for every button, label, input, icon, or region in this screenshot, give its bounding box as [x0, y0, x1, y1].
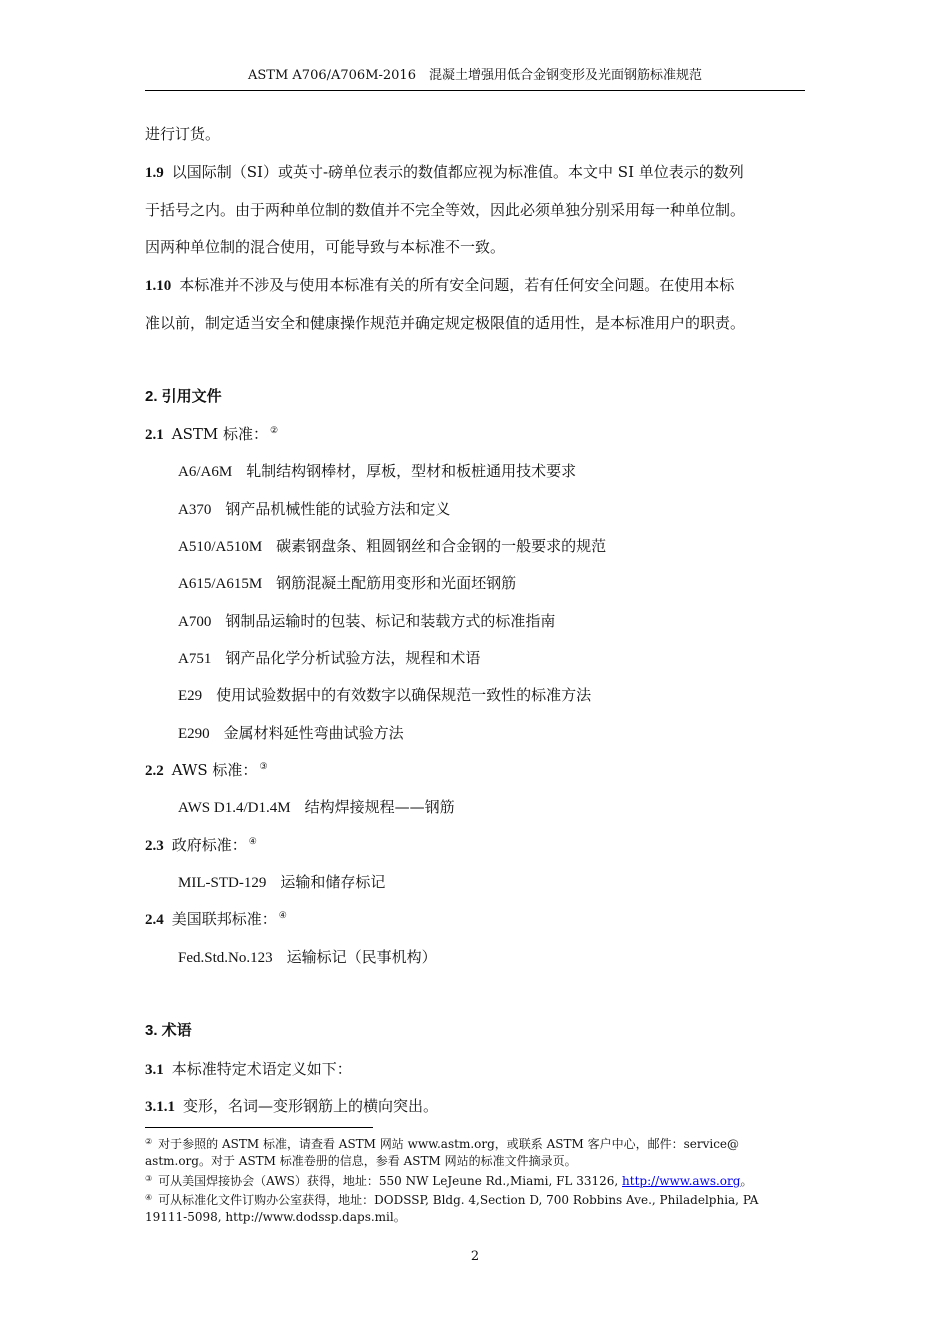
section-number: 3.1	[145, 1062, 164, 1078]
reference-item	[178, 499, 450, 520]
reference-item	[178, 648, 480, 669]
section-3-1-line	[145, 1059, 352, 1080]
section-1-9-line-2: 于括号之内。由于两种单位制的数值并不完全等效，因此必须单独分别采用每一种单位制。	[145, 201, 746, 219]
reference-item	[178, 685, 591, 706]
section-number: 1.10	[145, 278, 172, 294]
reference-title: 轧制结构钢棒材，厚板，型材和板桩通用技术要求	[246, 462, 577, 480]
reference-code: MIL-STD-129	[178, 875, 267, 891]
aws-link[interactable]: http://www.aws.org	[622, 1174, 741, 1188]
section-2-heading: 2. 引用文件	[145, 388, 222, 405]
reference-title: 结构焊接规程——钢筋	[304, 798, 455, 816]
section-label: 政府标准：	[171, 836, 247, 854]
reference-title: 运输和储存标记	[280, 873, 386, 891]
page-header	[145, 66, 805, 91]
section-1-9-line-3: 因两种单位制的混合使用，可能导致与本标准不一致。	[145, 238, 506, 256]
reference-item	[178, 797, 455, 818]
reference-code: Fed.Std.No.123	[178, 950, 273, 966]
section-number: 2.4	[145, 912, 164, 928]
reference-code: A615/A615M	[178, 576, 263, 592]
paragraph-text: 变形，名词—变形钢筋上的横向突出。	[183, 1097, 439, 1115]
reference-title: 钢产品化学分析试验方法，规程和术语	[225, 649, 481, 667]
footnote-separator	[145, 1127, 373, 1128]
page-number: 2	[470, 1249, 480, 1264]
section-label: ASTM 标准：	[171, 425, 268, 443]
section-1-10-line-1	[145, 275, 734, 296]
section-2-1-line	[145, 424, 278, 445]
section-3-heading: 3. 术语	[145, 1022, 192, 1039]
section-label: AWS 标准：	[171, 761, 258, 779]
section-label: 美国联邦标准：	[171, 910, 277, 928]
section-number: 1.9	[145, 165, 164, 181]
intro-line: 进行订货。	[145, 125, 221, 143]
footnote-text: 对于参照的 ASTM 标准，请查看 ASTM 网站 www.astm.org，或联系 ASTM 客户中心，邮件：service@	[158, 1137, 740, 1151]
footnote-3	[145, 1173, 810, 1190]
footnote-text: 19111-5098, http://www.dodssp.daps.mil。	[145, 1210, 406, 1224]
section-number: 2.2	[145, 763, 164, 779]
footnote-mark: ②	[145, 1137, 153, 1146]
section-2-4-line	[145, 909, 287, 930]
paragraph-text: 本标准并不涉及与使用本标准有关的所有安全问题，若有任何安全问题。在使用本标	[179, 276, 735, 294]
paragraph-text: 本标准特定术语定义如下：	[171, 1060, 352, 1078]
reference-item	[178, 461, 576, 482]
footnote-mark: ③	[145, 1174, 153, 1183]
section-1-9-line-1	[145, 162, 744, 183]
footnote-2	[145, 1136, 810, 1170]
footnote-4	[145, 1192, 810, 1226]
reference-title: 碳素钢盘条、粗圆钢丝和合金钢的一般要求的规范	[276, 537, 607, 555]
footnote-text: 可从标准化文件订购办公室获得，地址：DODSSP, Bldg. 4,Section D, 700 Robbins Ave., Philadelphia, PA	[158, 1193, 759, 1207]
reference-code: A370	[178, 502, 212, 518]
reference-code: A6/A6M	[178, 464, 233, 480]
reference-code: A751	[178, 651, 212, 667]
reference-title: 运输标记（民事机构）	[286, 948, 437, 966]
footnote-text: astm.org。对于 ASTM 标准卷册的信息，参看 ASTM 网站的标准文件摘录页。	[145, 1154, 577, 1168]
section-2-2-line	[145, 760, 268, 781]
section-3-1-1-line	[145, 1096, 438, 1117]
footnote-ref: ④	[278, 911, 287, 921]
paragraph-text: 以国际制（SI）或英寸-磅单位表示的数值都应视为标准值。本文中 SI 单位表示的数列	[171, 163, 744, 181]
section-number: 2.1	[145, 427, 164, 443]
section-1-10-line-2: 准以前，制定适当安全和健康操作规范并确定规定极限值的适用性，是本标准用户的职责。	[145, 314, 746, 332]
reference-item	[178, 611, 555, 632]
reference-title: 使用试验数据中的有效数字以确保规范一致性的标准方法	[216, 686, 592, 704]
reference-code: A510/A510M	[178, 539, 263, 555]
reference-code: E290	[178, 726, 210, 742]
header-title: ASTM A706/A706M-2016 混凝土增强用低合金钢变形及光面钢筋标准规范	[248, 68, 702, 83]
reference-title: 钢筋混凝土配筋用变形和光面坯钢筋	[276, 574, 517, 592]
footnote-end: 。	[740, 1174, 753, 1188]
reference-title: 钢产品机械性能的试验方法和定义	[225, 500, 451, 518]
footnote-ref: ②	[270, 426, 279, 436]
reference-title: 钢制品运输时的包装、标记和装载方式的标准指南	[225, 612, 556, 630]
reference-item	[178, 947, 437, 968]
reference-title: 金属材料延性弯曲试验方法	[223, 724, 404, 742]
reference-item	[178, 872, 385, 893]
footnote-text: 可从美国焊接协会（AWS）获得，地址：550 NW LeJeune Rd.,Miami, FL 33126,	[158, 1174, 623, 1188]
section-number: 2.3	[145, 838, 164, 854]
footnote-mark: ④	[145, 1193, 153, 1202]
section-number: 3.1.1	[145, 1099, 175, 1115]
reference-code: AWS D1.4/D1.4M	[178, 800, 291, 816]
footnote-ref: ④	[248, 837, 257, 847]
reference-code: E29	[178, 688, 203, 704]
reference-item	[178, 573, 516, 594]
reference-item	[178, 536, 606, 557]
reference-code: A700	[178, 614, 212, 630]
reference-item	[178, 723, 404, 744]
footnote-ref: ③	[259, 762, 268, 772]
section-2-3-line	[145, 835, 257, 856]
